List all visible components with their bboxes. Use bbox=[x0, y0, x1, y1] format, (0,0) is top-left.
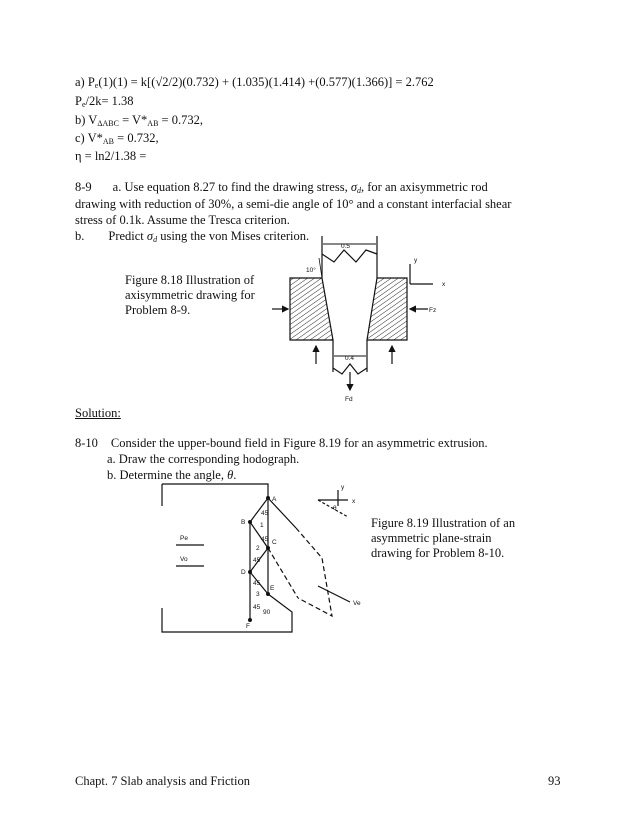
point-d-label: D bbox=[241, 569, 246, 576]
angle-label: 10° bbox=[306, 267, 316, 274]
problem-number: 8-10 bbox=[75, 436, 98, 450]
angle-45-label: 45 bbox=[261, 536, 269, 543]
point-f-label: F bbox=[246, 623, 250, 630]
problem-8-9-part-b: b. Predict $\sigma_d$ using the von Mises criterion. bbox=[75, 229, 310, 244]
point-a-label: A bbox=[272, 496, 277, 503]
problem-8-9-line1: 8-9 a. Use equation 8.27 to find the drawing stress, $\sigma_d$, for an axisymmetric rod bbox=[75, 180, 488, 195]
axis-y-label: y bbox=[414, 257, 418, 264]
point-c-label: C bbox=[272, 539, 277, 546]
problem-8-9-line2: drawing with reduction of 30%, a semi-die angle of 10° and a constant interfacial shear bbox=[75, 197, 512, 211]
region-3-label: 3 bbox=[256, 591, 260, 598]
point-e-label: E bbox=[270, 585, 275, 592]
figure-8-18-caption: Figure 8.18 Illustration of axisymmetric drawing for Problem 8-9. bbox=[125, 273, 255, 317]
axis-y-label: y bbox=[341, 484, 345, 491]
problem-8-10-part-b: b. Determine the angle, θ. bbox=[107, 468, 237, 482]
angle-45-label: 45 bbox=[253, 604, 261, 611]
problem-8-10-part-a: a. Draw the corresponding hodograph. bbox=[107, 452, 300, 466]
angle-45-label: 45 bbox=[261, 510, 269, 517]
axis-x-label: x bbox=[442, 281, 446, 288]
force-fd-label: Fd bbox=[345, 396, 353, 403]
dim-0-5: 0.5 bbox=[341, 243, 351, 250]
problem-number: 8-9 bbox=[75, 180, 92, 194]
region-2-label: 2 bbox=[256, 545, 260, 552]
theta-label: θ bbox=[333, 505, 337, 512]
dim-0-4: 0.4 bbox=[345, 355, 355, 362]
problem-8-9-line3: stress of 0.1k. Assume the Tresca criterion. bbox=[75, 213, 290, 227]
solution-heading: Solution: bbox=[75, 406, 121, 420]
equation-b: b) $V_{\Delta ABC} = V*_{AB} = 0.732$, bbox=[75, 113, 203, 128]
equation-a: a) $P_e(1)(1) = k[(√2/2)(0.732) + (1.035)(1.414) +(0.577)(1.366)] = 2.762$ bbox=[75, 75, 434, 90]
equation-pe-2k: $P_e/2k= 1.38$ bbox=[75, 94, 134, 109]
footer-chapter: Chapt. 7 Slab analysis and Friction bbox=[75, 774, 250, 788]
point-b-label: B bbox=[241, 519, 246, 526]
angle-90-label: 90 bbox=[263, 609, 271, 616]
axis-x-label: x bbox=[352, 498, 356, 505]
figure-8-19-caption: Figure 8.19 Illustration of an asymmetric plane-strain drawing for Problem 8-10. bbox=[371, 516, 516, 560]
equation-eta: η = ln2/1.38 = bbox=[75, 149, 147, 163]
problem-8-10-line1: 8-10 Consider the upper-bound field in Figure 8.19 for an asymmetric extrusion. bbox=[75, 436, 488, 450]
equation-c: c) $V*_{AB} = 0.732$, bbox=[75, 131, 159, 146]
vo-label: Vo bbox=[180, 556, 188, 563]
angle-45-label: 45 bbox=[253, 557, 261, 564]
region-1-label: 1 bbox=[260, 522, 264, 529]
pe-label: Pe bbox=[180, 535, 188, 542]
force-fz-label: Fz bbox=[429, 307, 437, 314]
ve-label: Ve bbox=[353, 600, 361, 607]
footer-page-number: 93 bbox=[548, 774, 561, 788]
angle-45-label: 45 bbox=[253, 580, 261, 587]
